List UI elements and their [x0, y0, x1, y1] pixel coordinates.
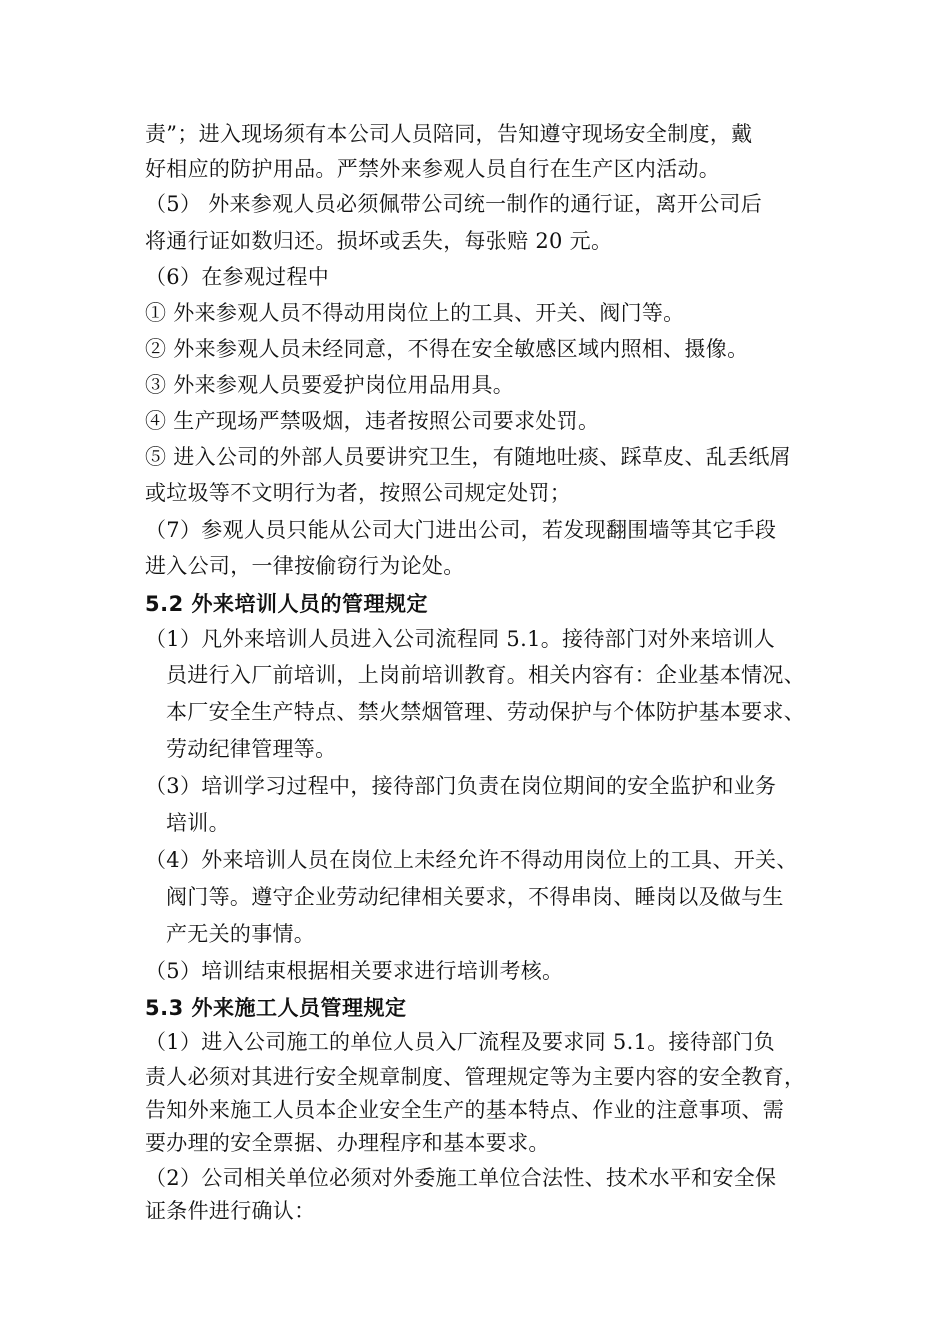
text-line: （7）参观人员只能从公司大门进出公司，若发现翻围墙等其它手段: [145, 518, 777, 542]
text-line: （1）进入公司施工的单位人员入厂流程及要求同 5.1。接待部门负: [145, 1030, 776, 1054]
text-line: （1）凡外来培训人员进入公司流程同 5.1。接待部门对外来培训人: [145, 627, 776, 651]
text-line: 将通行证如数归还。损坏或丢失，每张赔 20 元。: [145, 229, 613, 253]
text-line: 员进行入厂前培训，上岗前培训教育。相关内容有：企业基本情况、: [166, 663, 805, 687]
list-item-2: ② 外来参观人员未经同意，不得在安全敏感区域内照相、摄像。: [145, 337, 749, 361]
text-line: 告知外来施工人员本企业安全生产的基本特点、作业的注意事项、需: [145, 1098, 784, 1122]
text-line: （5）培训结束根据相关要求进行培训考核。: [145, 959, 564, 983]
text-line: 进入公司，一律按偷窃行为论处。: [145, 554, 465, 578]
text-line: 责人必须对其进行安全规章制度、管理规定等为主要内容的安全教育，: [145, 1065, 806, 1089]
list-item-4: ④ 生产现场严禁吸烟，违者按照公司要求处罚。: [145, 409, 600, 433]
text-line: 培训。: [166, 811, 230, 835]
text-line: （3）培训学习过程中，接待部门负责在岗位期间的安全监护和业务: [145, 774, 777, 798]
text-line: （6）在参观过程中: [145, 265, 330, 289]
section-heading-5-2: 5.2 外来培训人员的管理规定: [145, 592, 429, 616]
list-item-3: ③ 外来参观人员要爱护岗位用品用具。: [145, 373, 515, 397]
text-line: 好相应的防护用品。严禁外来参观人员自行在生产区内活动。: [145, 157, 721, 181]
text-line: 或垃圾等不文明行为者，按照公司规定处罚；: [145, 481, 571, 505]
text-line: 阀门等。遵守企业劳动纪律相关要求，不得串岗、睡岗以及做与生: [166, 885, 784, 909]
section-heading-5-3: 5.3 外来施工人员管理规定: [145, 996, 407, 1020]
list-item-1: ① 外来参观人员不得动用岗位上的工具、开关、阀门等。: [145, 301, 685, 325]
text-line: 产无关的事情。: [166, 922, 316, 946]
text-line: （5） 外来参观人员必须佩带公司统一制作的通行证，离开公司后: [145, 192, 763, 216]
text-line: 责”；进入现场须有本公司人员陪同，告知遵守现场安全制度，戴: [145, 122, 753, 146]
text-line: 证条件进行确认：: [145, 1199, 316, 1223]
text-line: 本厂安全生产特点、禁火禁烟管理、劳动保护与个体防护基本要求、: [166, 700, 805, 724]
text-line: （4）外来培训人员在岗位上未经允许不得动用岗位上的工具、开关、: [145, 848, 798, 872]
text-line: （2）公司相关单位必须对外委施工单位合法性、技术水平和安全保: [145, 1166, 777, 1190]
list-item-5: ⑤ 进入公司的外部人员要讲究卫生，有随地吐痰、踩草皮、乱丢纸屑: [145, 445, 791, 469]
text-line: 要办理的安全票据、办理程序和基本要求。: [145, 1131, 550, 1155]
text-line: 劳动纪律管理等。: [166, 737, 337, 761]
